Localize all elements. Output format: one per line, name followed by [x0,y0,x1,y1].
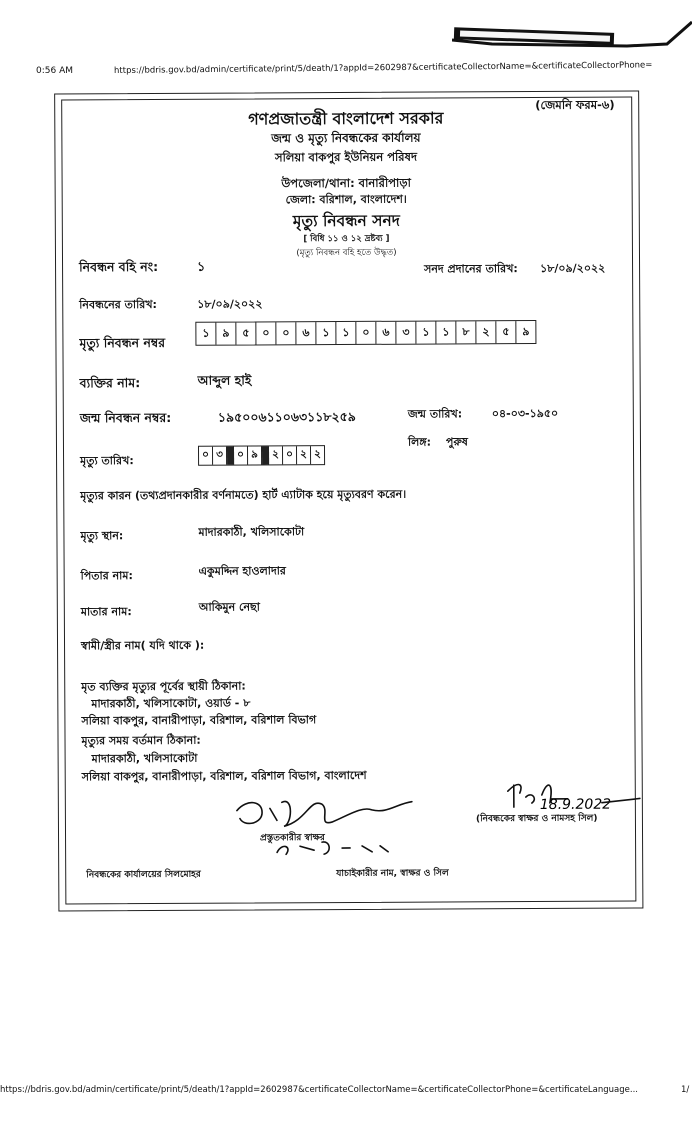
present-address-line-1: মাদারকাঠী, খলিসাকোটা [91,751,198,766]
date-box: ২ [269,446,283,464]
digit-box: ৫ [496,321,516,343]
permanent-address-label: মৃত ব্যক্তির মৃত্যুর পূর্বের স্থায়ী ঠিকানা: [81,679,246,694]
person-name-label: ব্যক্তির নাম: [79,375,141,391]
registration-number-boxes [195,320,536,346]
present-address-line-2: সলিয়া বাকপুর, বানারীপাড়া, বরিশাল, বরিশাল বিভাগ, বাংলাদেশ [81,768,367,784]
permanent-address-line-2: সলিয়া বাকপুর, বানারীপাড়া, বরিশাল, বরিশাল বিভাগ [81,713,317,728]
death-place-value: মাদারকাঠী, খলিসাকোটা [198,525,305,539]
preparer-signature-label: প্রস্তুতকারীর স্বাক্ষর [260,833,325,844]
government-title: গণপ্রজাতন্ত্রী বাংলাদেশ সরকার [248,108,444,129]
verifier-label: যাচাইকারীর নাম, স্বাক্ষর ও সিল [336,868,449,880]
digit-box: ১ [436,321,456,343]
death-cause-label: মৃত্যুর কারন (তথ্যপ্রদানকারীর বর্ণনামতে) [80,488,259,503]
page-number: 1/ [681,1085,690,1095]
death-date-label: মৃত্যু তারিখ: [80,454,134,468]
source-note: (মৃত্যু নিবন্ধন বহি হতে উদ্ধৃত) [296,247,397,259]
digit-box: ৩ [396,322,416,344]
digit-box: ১ [196,323,216,345]
print-url-header: https://bdris.gov.bd/admin/certificate/print/5/death/1?appId=2602987&certificateCollectorName=&certificateCollectorPhone= [113,60,653,76]
digit-box: ২ [476,321,496,343]
certificate-title: মৃত্যু নিবন্ধন সনদ [292,211,400,231]
union-name: সলিয়া বাকপুর ইউনিয়ন পরিষদ [274,149,418,165]
print-url-footer: https://bdris.gov.bd/admin/certificate/print/5/death/1?appId=2602987&certificateCollectorName=&certificateCollectorPhone=&certificateLanguage... [0,1085,638,1095]
death-date-boxes [198,445,325,466]
book-number-label: নিবন্ধন বহি নং: [79,258,159,275]
date-box: ২ [297,446,311,464]
digit-box: ১ [416,322,436,344]
digit-box: ৬ [376,322,396,344]
digit-box: ১ [316,322,336,344]
mother-name-value: আকিমুন নেছা [198,600,260,614]
date-box: ৯ [248,446,262,464]
digit-box: ৫ [236,322,256,344]
birth-registration-value: ১৯৫০০৬১১০৬৩১১৮২৫৯ [217,408,356,425]
rule-reference: [ বিধি ১১ ও ১২ দ্রষ্টব্য ] [303,233,390,245]
father-name-value: একুমদ্দিন হাওলাদার [198,564,287,578]
issue-date-value: ১৮/০৯/২০২২ [540,261,606,275]
person-name-value: আব্দুল হাই [197,372,252,388]
date-box: ২ [314,447,321,460]
registrar-signature-label: (নিবন্ধকের স্বাক্ষর ও নামসহ সিল) [475,813,598,825]
father-name-label: পিতার নাম: [80,569,133,583]
digit-box: ৯ [216,323,236,345]
digit-box: ০ [276,322,296,344]
permanent-address-line-1: মাদারকাঠী, খলিসাকোটা, ওয়ার্ড - ৮ [91,696,251,711]
birth-date-value: ০৪-০৩-১৯৫০ [491,406,559,421]
birth-registration-label: জন্ম নিবন্ধন নম্বর: [79,409,172,426]
date-box: ৩ [213,447,227,465]
digit-box: ৮ [456,321,476,343]
issue-date-label: সনদ প্রদানের তারিখ: [424,262,518,276]
mother-name-label: মাতার নাম: [80,605,132,619]
death-place-label: মৃত্যু স্থান: [80,529,124,543]
form-number: (জেমনি ফরম-৬) [535,97,615,113]
digit-box: ০ [356,322,376,344]
print-time: 0:56 AM [36,66,73,76]
digit-box: ০ [256,322,276,344]
upazila-line: উপজেলা/থানা: বানারীপাড়া [281,175,411,191]
registration-number-label: মৃত্যু নিবন্ধন নম্বর [79,334,166,351]
date-box: ০ [234,447,248,465]
birth-date-label: জন্ম তারিখ: [407,407,463,421]
preparer-signature [222,790,442,866]
spouse-name-label: স্বামী/স্ত্রীর নাম( যদি থাকে ): [80,638,205,653]
digit-box: ৬ [296,322,316,344]
office-title: জন্ম ও মৃত্যু নিবন্ধকের কার্যালয় [271,130,421,146]
registration-date-value: ১৮/০৯/২০২২ [197,297,263,311]
death-cause [80,486,406,507]
handwritten-date: 18.9.2022 [539,796,612,813]
date-box: ০ [283,446,297,464]
office-seal-label: নিবন্ধকের কার্যালয়ের সিলমোহর [86,869,201,881]
gender-value: পুরুষ [445,435,468,449]
date-box: ০ [199,447,213,465]
digit-box: ৯ [522,324,530,338]
present-address-label: মৃত্যুর সময় বর্তমান ঠিকানা: [81,733,201,748]
book-number-value: ১ [197,258,206,274]
district-line: জেলা: বরিশাল, বাংলাদেশ। [285,192,407,207]
death-cause-value: হার্ট এ্যাটাক হয়ে মৃত্যুবরণ করেন। [262,487,407,502]
digit-box: ১ [336,322,356,344]
registration-date-label: নিবন্ধনের তারিখ: [79,297,157,312]
gender-label: লিঙ্গ: [407,435,432,449]
